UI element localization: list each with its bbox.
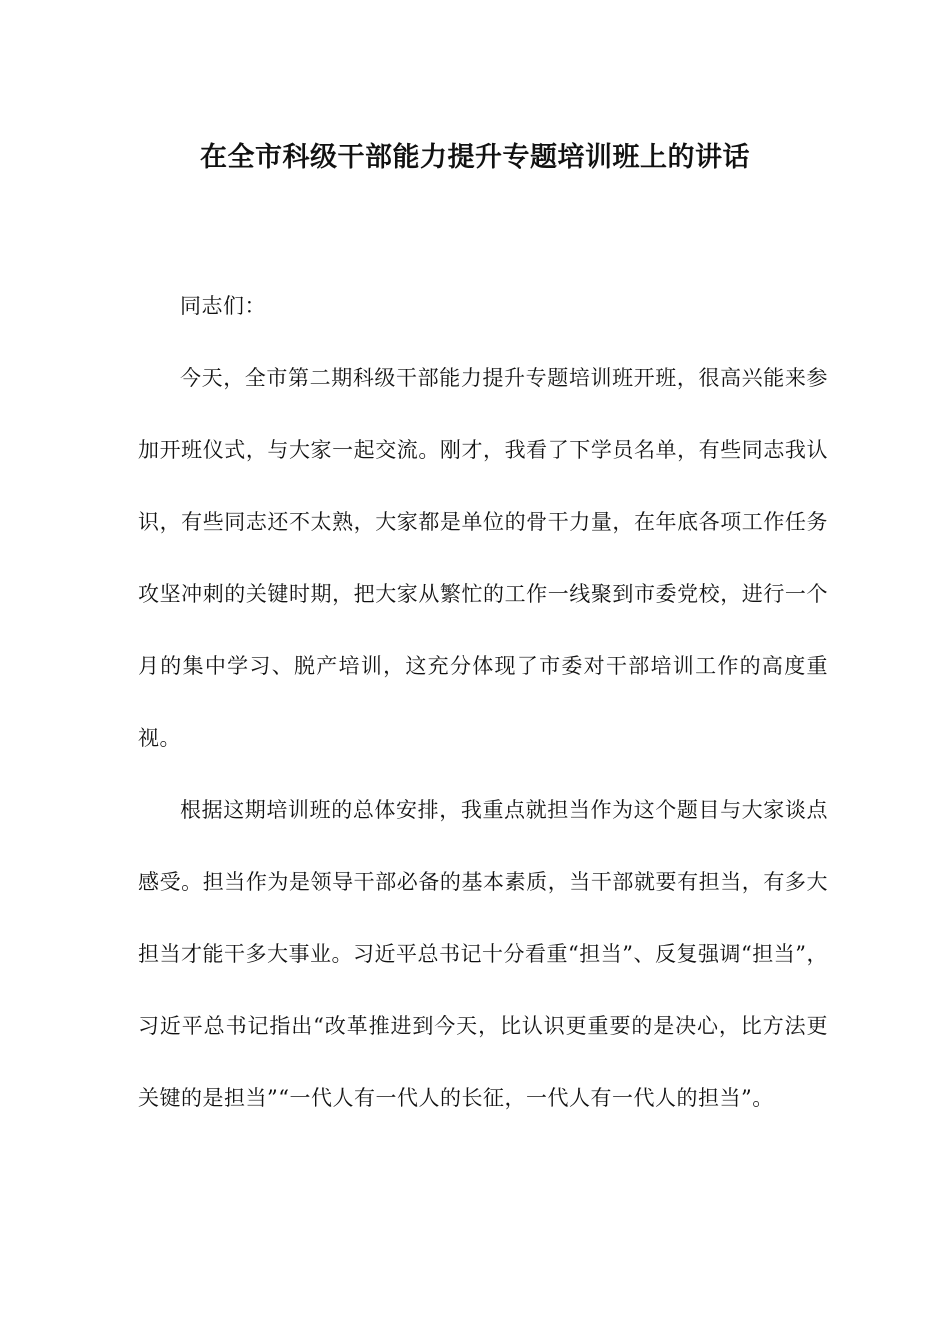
document-title: 在全市科级干部能力提升专题培训班上的讲话	[200, 142, 750, 173]
paragraph-2: 根据这期培训班的总体安排，我重点就担当作为这个题目与大家谈点感受。担当作为是领导干部必备的基本素质，当干部就要有担当，有多大担当才能干多大事业。习近平总书记十分看重“担当”、反复强调“担当”，习近平总书记指出“改革推进到今天，比认识更重要的是决心，比方法更关键的是担当”“一代人有一代人的长征，一代人有一代人的担当”。	[138, 798, 828, 1110]
salutation: 同志们：	[180, 294, 266, 318]
paragraph-1: 今天，全市第二期科级干部能力提升专题培训班开班，很高兴能来参加开班仪式，与大家一起交流。刚才，我看了下学员名单，有些同志我认识，有些同志还不太熟，大家都是单位的骨干力量，在年底各项工作任务攻坚冲刺的关键时期，把大家从繁忙的工作一线聚到市委党校，进行一个月的集中学习、脱产培训，这充分体现了市委对干部培训工作的高度重视。	[138, 366, 828, 750]
document-body	[138, 270, 828, 1134]
